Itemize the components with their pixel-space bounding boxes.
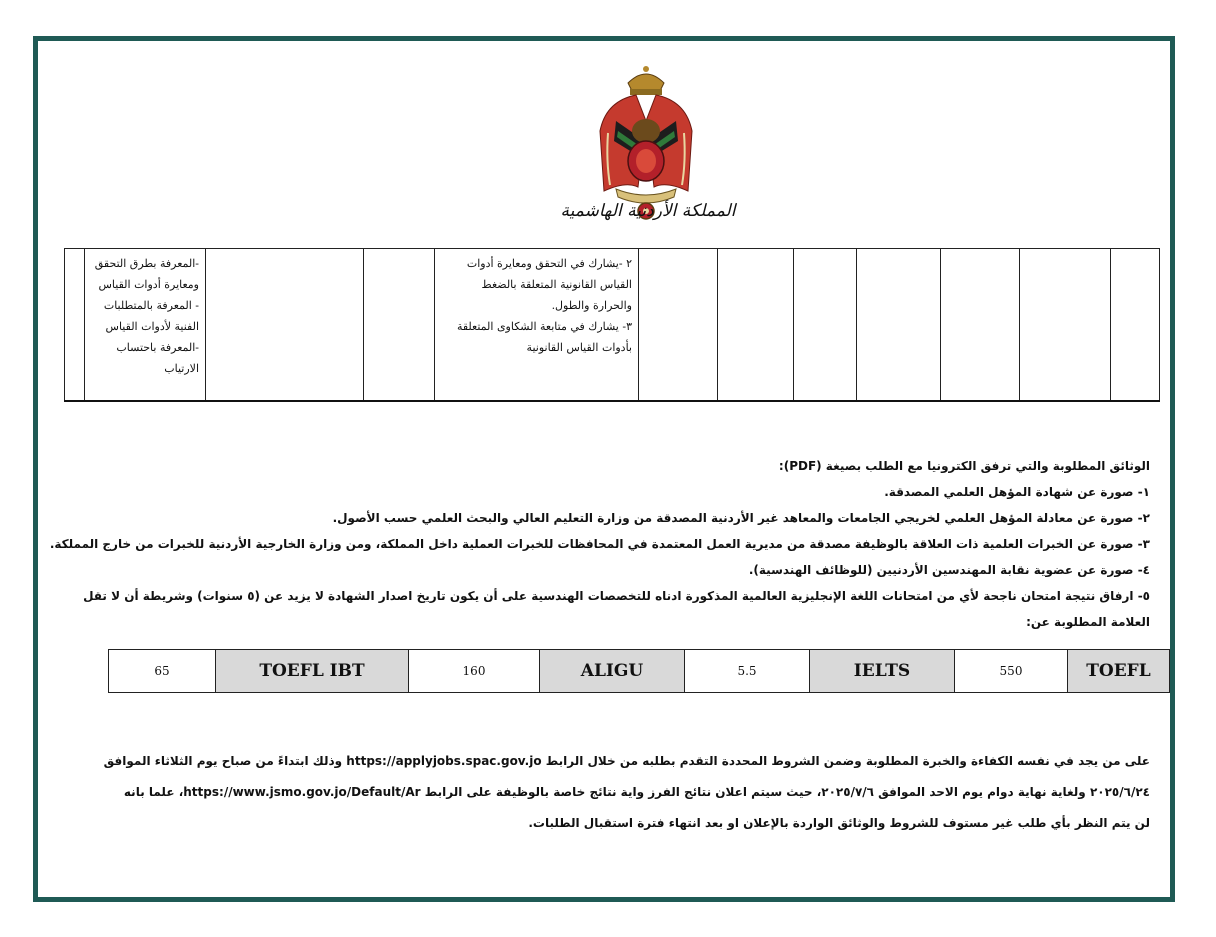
document-item: ١- صورة عن شهادة المؤهل العلمي المصدقة. bbox=[884, 485, 1150, 499]
table-cell bbox=[65, 249, 85, 402]
document-item: ٥- ارفاق نتيجة امتحان ناجحة لأي من امتحانات اللغة الإنجليزية العالمية المذكورة ادناه للتخصصات الهندسية على أن يكون تاريخ اصدار الشهادة لا يزيد عن (٥ سنوات) وشريطة أن لا تقل العلامة المطلوبة عن: bbox=[83, 589, 1150, 629]
score-value: 160 bbox=[409, 650, 540, 693]
table-cell bbox=[941, 249, 1020, 402]
knowledge-item: -المعرفة بطرق التحقق ومعايرة أدوات القياس bbox=[94, 257, 199, 291]
table-cell bbox=[639, 249, 718, 402]
tasks-cell bbox=[435, 249, 639, 402]
exam-label: IELTS bbox=[810, 650, 955, 693]
table-row bbox=[109, 650, 1170, 693]
notice-line: على من يجد في نفسه الكفاءة والخبرة المطلوبة وضمن الشروط المحددة التقدم بطلبه من خلال الرابط https://applyjobs.spac.gov.jo وذلك ابتداءً من صباح يوم الثلاثاء الموافق bbox=[103, 754, 1150, 768]
exam-label: ALIGU bbox=[540, 650, 685, 693]
table-cell bbox=[364, 249, 435, 402]
knowledge-cell bbox=[85, 249, 206, 402]
table-cell bbox=[1020, 249, 1111, 402]
required-documents bbox=[50, 453, 1150, 635]
table-cell bbox=[794, 249, 857, 402]
table-cell bbox=[206, 249, 364, 402]
exam-label: TOEFL bbox=[1068, 650, 1170, 693]
table-cell bbox=[718, 249, 794, 402]
knowledge-item: -المعرفة باحتساب الارتياب bbox=[116, 341, 199, 375]
exam-label: TOEFL IBT bbox=[216, 650, 409, 693]
notice-line: ٢٠٢٥/٦/٢٤ ولغاية نهاية دوام يوم الاحد الموافق ٢٠٢٥/٧/٦، حيث سيتم اعلان نتائج الفرز واية نتائج خاصة بالوظيفة على الرابط https://www.jsmo.gov.jo/Default/Ar، علما بانه bbox=[123, 785, 1150, 799]
task-item: ٣- يشارك في متابعة الشكاوى المتعلقة بأدوات القياس القانونية bbox=[456, 320, 632, 354]
score-value: 65 bbox=[109, 650, 216, 693]
table-cell bbox=[1111, 249, 1160, 402]
task-item: ٢ -يشارك في التحقق ومعايرة أدوات القياس القانونية المتعلقة بالضغط والحرارة والطول. bbox=[466, 257, 632, 312]
application-notice bbox=[90, 746, 1150, 839]
page-frame bbox=[33, 36, 1175, 902]
document-item: ٣- صورة عن الخبرات العلمية ذات العلاقة بالوظيفة مصدقة من مديرية العمل المعتمدة في المحافظات للخبرات العملية داخل المملكة، ومن وزارة الخارجية الأردنية للخبرات من خارج المملكة. bbox=[49, 537, 1150, 551]
table-cell bbox=[857, 249, 941, 402]
job-description-table bbox=[64, 248, 1160, 402]
document-item: ٢- صورة عن معادلة المؤهل العلمي لخريجي الجامعات والمعاهد غير الأردنية المصدقة من وزارة التعليم العالي والبحث العلمي حسب الأصول. bbox=[332, 511, 1150, 525]
notice-line: لن يتم النظر بأي طلب غير مستوف للشروط والوثائق الواردة بالإعلان او بعد انتهاء فترة استقبال الطلبات. bbox=[528, 816, 1150, 830]
kingdom-name: المملكة الأردنية الهاشمية bbox=[560, 201, 736, 221]
english-scores-table bbox=[108, 649, 1170, 693]
score-value: 550 bbox=[955, 650, 1068, 693]
document-item: ٤- صورة عن عضوية نقابة المهندسين الأردنيين (للوظائف الهندسية). bbox=[748, 563, 1150, 577]
table-row bbox=[65, 249, 1160, 402]
score-value: 5.5 bbox=[685, 650, 810, 693]
documents-intro: الوثائق المطلوبة والتي ترفق الكترونيا مع الطلب بصيغة (PDF): bbox=[778, 459, 1150, 473]
knowledge-item: - المعرفة بالمتطلبات الفنية لأدوات القياس bbox=[103, 299, 199, 333]
